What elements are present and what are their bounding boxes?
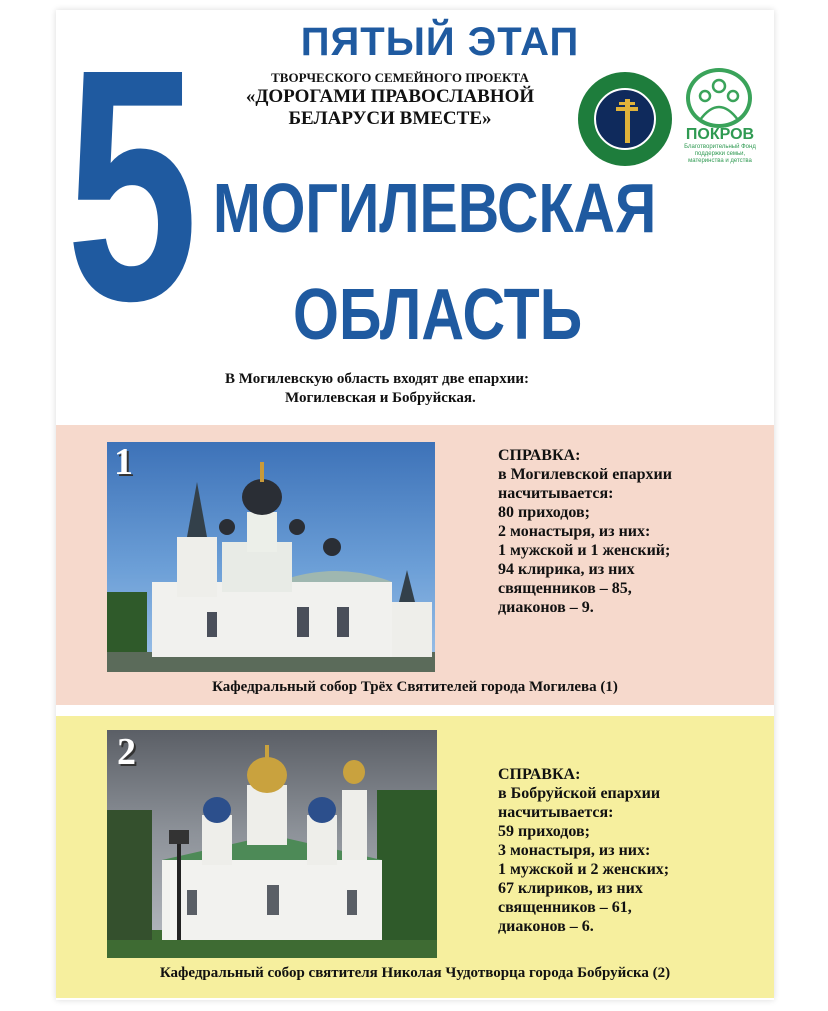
pokrov-sub-line2: поддержки семьи, xyxy=(694,151,746,157)
ref-line: диаконов – 9. xyxy=(498,599,594,616)
ref-line: 59 приходов; xyxy=(498,823,590,840)
ref-line: 2 монастыря, из них: xyxy=(498,523,651,540)
ref-line: насчитывается: xyxy=(498,804,614,821)
reference-bobruisk xyxy=(498,765,669,936)
project-name xyxy=(190,86,590,130)
intro-text xyxy=(225,370,665,408)
missionary-department-logo xyxy=(578,72,672,166)
pokrov-sub-line3: материнства и детства xyxy=(688,158,752,164)
ref-line: СПРАВКА: xyxy=(498,766,581,783)
ref-line: 1 мужской и 2 женских; xyxy=(498,861,670,878)
pokrov-sub-line1: Благотворительный Фонд xyxy=(684,144,756,150)
ref-line: насчитывается: xyxy=(498,485,614,502)
ref-line: священников – 61, xyxy=(498,899,632,916)
caption-mogilev: Кафедральный собор Трёх Святителей города Могилева (1) xyxy=(212,679,618,695)
project-name-line2: БЕЛАРУСИ ВМЕСТЕ» xyxy=(288,108,492,129)
stage-title: ПЯТЫЙ ЭТАП xyxy=(300,20,580,64)
pokrov-logo xyxy=(680,68,760,164)
ref-line: 94 клирика, из них xyxy=(498,561,635,578)
cathedral-photo-icon xyxy=(107,442,435,672)
ref-line: 1 мужской и 1 женский; xyxy=(498,542,671,559)
intro-line2: Могилевская и Бобруйская. xyxy=(285,390,476,406)
ref-line: в Бобруйской епархии xyxy=(498,785,661,802)
pokrov-name: ПОКРОВ xyxy=(685,126,755,143)
section-number-2: 2 xyxy=(117,731,136,773)
ref-line: диаконов – 6. xyxy=(498,918,594,935)
ref-line: СПРАВКА: xyxy=(498,447,581,464)
pokrov-subtitle xyxy=(680,144,760,165)
ref-line: 80 приходов; xyxy=(498,504,590,521)
ref-line: 67 клириков, из них xyxy=(498,880,643,897)
ref-line: священников – 85, xyxy=(498,580,632,597)
cathedral-photo-icon xyxy=(107,730,437,958)
region-title-line2: ОБЛАСТЬ xyxy=(293,275,583,355)
ref-line: в Могилевской епархии xyxy=(498,466,672,483)
family-icon xyxy=(686,68,752,128)
region-title-line1: МОГИЛЕВСКАЯ xyxy=(212,169,657,247)
stage-number: 5 xyxy=(66,0,199,369)
intro-line1: В Могилевскую область входят две епархии: xyxy=(225,371,530,387)
section-number-1: 1 xyxy=(114,441,133,483)
reference-mogilev xyxy=(498,446,672,617)
project-name-line1: «ДОРОГАМИ ПРАВОСЛАВНОЙ xyxy=(245,86,535,107)
project-subtitle: ТВОРЧЕСКОГО СЕМЕЙНОГО ПРОЕКТА xyxy=(271,70,529,85)
ref-line: 3 монастыря, из них: xyxy=(498,842,651,859)
caption-bobruisk: Кафедральный собор святителя Николая Чудотворца города Бобруйска (2) xyxy=(159,965,671,981)
orthodox-cross-icon xyxy=(594,88,656,150)
